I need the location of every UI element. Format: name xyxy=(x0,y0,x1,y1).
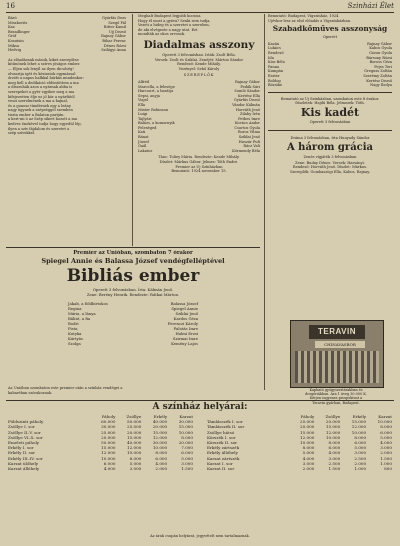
role-name: Jakab, a földbirtokos xyxy=(68,301,108,306)
text-line: Az előadásnak mások, kiket szereplése xyxy=(8,57,79,62)
cast-heading: SZEREPLŐK xyxy=(183,73,215,78)
stars-line: Spiegel Annie és Balassa József vendégfelléptével xyxy=(41,257,225,265)
role-name: Lukács xyxy=(268,46,281,51)
price-cell: 20.000 xyxy=(126,429,142,435)
price-cell: 20.000 xyxy=(325,419,341,425)
role-name: Gaál xyxy=(138,144,147,149)
seat-category: Erkély I. sor xyxy=(8,445,34,451)
actor-name: Szerémy Zoltán xyxy=(363,73,392,78)
price-cell: 12.000 xyxy=(152,434,168,440)
text-line: veszi szerelmének a ma a hajnal, xyxy=(8,99,68,104)
actor-name: Rajnay Gábor xyxy=(235,79,260,84)
cast-list xyxy=(138,80,260,154)
seat-category: Zsöllye I. sor xyxy=(8,424,35,430)
ad-product: CHINAVASBOR xyxy=(315,341,365,348)
actor-name: Szilágyi Anna xyxy=(101,48,126,53)
price-cell: 15.000 xyxy=(178,424,194,430)
price-cell: 15.000 xyxy=(126,434,142,440)
column-divider xyxy=(132,14,133,246)
price-cell: 10.000 xyxy=(300,440,315,446)
role-name: Eszter xyxy=(268,73,280,78)
column-header: Zsöllye xyxy=(325,414,341,419)
text-line: Tánc: Toliey Mária. Rendezte: Kende Mihály. xyxy=(158,155,240,160)
seat-category: Zsöllye II–V. sor xyxy=(8,429,41,435)
role-name: Boldog xyxy=(268,78,281,83)
premiere-note xyxy=(138,165,260,174)
actor-name: Kertész Dezső xyxy=(366,78,392,83)
actor-name: Horváth Jenő xyxy=(235,107,260,112)
actor-name: Halmi Erzsi xyxy=(175,331,198,336)
actor-name: Bihar Ferenc xyxy=(102,38,126,43)
actor-name: Gyárfás Dezs xyxy=(102,16,126,20)
text-line: Hogy él most a gyáva? Senki sem tudja, xyxy=(138,18,211,23)
text-line: Rendező: Horváth Jenő. Díszlet: Márkus. xyxy=(292,165,368,170)
text-line: tiszta ember a Balaton partján. xyxy=(8,112,65,117)
cast-row xyxy=(138,149,260,154)
role-name: Pista xyxy=(68,326,78,331)
price-cell: 15.000 xyxy=(351,419,367,425)
price-cell: 8.000 xyxy=(328,440,341,446)
role-name: Brandlinger xyxy=(8,29,30,34)
divider xyxy=(268,92,392,93)
text-line: a díszruhák azon a nyárnak abba is xyxy=(8,85,73,90)
header-rule xyxy=(6,12,394,13)
role-name: Balázs, a komornyik xyxy=(138,121,175,126)
prices-footer: Az árak csupán helyárat, jegyvételt nem tartalmaznak. xyxy=(150,534,250,538)
price-cell: 5.000 xyxy=(129,460,142,466)
price-cell: 5.000 xyxy=(380,434,392,440)
role-name: Miszkovits xyxy=(8,20,28,25)
role-name: Ida xyxy=(268,55,274,60)
actor-name: Kemény Lajos xyxy=(171,341,198,346)
text-line: Rendező: Kende Mihály. xyxy=(177,62,221,67)
play-subtitle: Operett xyxy=(322,35,338,40)
price-cell: 2.000 xyxy=(354,460,367,466)
role-name: Sepsi, anyja xyxy=(138,93,160,98)
price-cell: 8.000 xyxy=(181,434,194,440)
actor-name: Gyárfás Dezső xyxy=(233,98,260,103)
price-cell: 12.000 xyxy=(101,450,116,456)
actor-name: Szegő Pál xyxy=(108,20,126,25)
role-name: Alfréd xyxy=(138,79,150,84)
text-line: Díszlet: Márkus Gábor. Jelmez: Tóth Endre. xyxy=(159,160,239,165)
actor-name: Gózon Gyula xyxy=(368,50,392,55)
text-line: Operett 3 felvonásban. Írták: Zsolt Béla. xyxy=(162,52,236,57)
actor-name: Kovács Andor xyxy=(234,121,260,126)
price-cell: 15.000 xyxy=(152,429,168,435)
price-cell: 10.000 xyxy=(377,419,392,425)
actor-name: Rajnay Gábor xyxy=(367,41,392,46)
role-name: Szolga xyxy=(68,341,81,346)
cast-list xyxy=(268,42,392,88)
price-cell: 4.000 xyxy=(302,455,315,461)
actor-name: Kertész Ella xyxy=(238,93,260,98)
price-cell: 1.500 xyxy=(380,455,392,461)
price-cell: 5.000 xyxy=(181,455,194,461)
text-line: szép szívekkel. xyxy=(8,131,36,136)
price-cell: 50.000 xyxy=(126,419,142,425)
price-cell: 8.000 xyxy=(380,424,392,430)
price-cell: 40.000 xyxy=(126,440,142,446)
price-cell: 6.000 xyxy=(354,440,367,446)
price-cell: 30.000 xyxy=(178,419,194,425)
role-name: Gróf xyxy=(8,34,17,39)
seat-category: Karzat I. sor xyxy=(206,460,233,466)
actor-name: Szirmai Imre xyxy=(172,336,198,341)
actor-name: Sziklai Jenő xyxy=(238,135,260,140)
article-body xyxy=(8,58,126,136)
price-cell: 6.000 xyxy=(328,445,341,451)
play-subtitle xyxy=(8,287,258,297)
price-cell: 2.500 xyxy=(328,460,341,466)
price-cell: 20.000 xyxy=(101,434,116,440)
price-cell: 40.000 xyxy=(152,419,168,425)
price-cell: 6.000 xyxy=(103,460,116,466)
text-line: Újévkor lesz az első előadás a Vígszínházban. xyxy=(268,18,352,23)
column-header: Páholy xyxy=(300,414,315,419)
actor-name: Körmendy Béla xyxy=(232,148,260,153)
section-rule xyxy=(6,247,260,248)
price-cell: 20.000 xyxy=(300,424,315,430)
actor-name: Greguss Zoltán xyxy=(364,69,392,74)
role-name: Feleséged xyxy=(138,125,157,130)
text-line: Díszletek: Hajdú Béla. Jelmezek: Tóth. xyxy=(295,101,365,106)
text-line: és a gonosz tündérnek egy a leány xyxy=(8,103,71,108)
role-name: Mária, a lánya xyxy=(68,311,96,316)
role-name: Kosutsin xyxy=(8,38,24,43)
seat-category: Támlásszék I. sor xyxy=(206,419,243,425)
actor-name: Rácz Vali xyxy=(243,144,260,149)
actor-name: Ritter Kamil xyxy=(103,25,126,30)
text-line: Kapható gyógyszertárakban és xyxy=(309,388,363,392)
table-row xyxy=(8,466,392,471)
intro-text xyxy=(268,14,392,23)
text-line: Premier az Új Színházban xyxy=(175,164,223,169)
text-line: szerepeket a gyér egyikre meg a ma xyxy=(8,89,75,94)
column-header: Zsöllye xyxy=(126,414,142,419)
play-title: Kis kadét xyxy=(300,105,360,119)
teravin-advert xyxy=(290,320,384,388)
actor-name: Boross Géza xyxy=(369,60,392,65)
text-line: kitűnőnek lehet a szíves jóságos ember. xyxy=(8,62,81,67)
price-cell: 2.000 xyxy=(302,466,315,472)
seat-category: Erkély zártszék xyxy=(206,445,240,451)
price-cell: 25.000 xyxy=(101,429,116,435)
role-name: Kártyás xyxy=(68,336,83,341)
price-cell: 8.000 xyxy=(302,445,315,451)
text-line: Vezeti a hideg és a szeretet a szerelem, xyxy=(138,23,210,28)
role-name: Vogel xyxy=(138,98,149,103)
price-cell: 2.500 xyxy=(354,455,367,461)
bibliás-ember-section xyxy=(8,250,258,385)
text-line: Bemutató: 1924 november 15. xyxy=(171,169,227,174)
director-line: Vezényel: Sebő Károly xyxy=(178,66,220,71)
role-name: Bálint, a fia xyxy=(68,316,91,321)
actor-name: Huszár Pufi xyxy=(238,139,260,144)
price-cell: 12.000 xyxy=(351,424,367,430)
actor-name: Nagy Ibolya xyxy=(370,83,392,88)
role-name: Luigi xyxy=(138,112,148,117)
price-cell: 1.500 xyxy=(181,466,194,472)
actor-name: Ujj Dezső xyxy=(108,29,126,34)
table-body xyxy=(8,419,392,471)
actor-name: Csortos Gyula xyxy=(234,125,260,130)
role-name: Báró xyxy=(8,16,17,20)
text-line: Operett 3 felvonásban. Írta: Kálmán Jenő. xyxy=(92,287,174,292)
role-name: Kaz xyxy=(8,25,15,30)
price-cell: 10.000 xyxy=(152,445,168,451)
text-line: nagy ügynek a szépséggel szemben xyxy=(8,108,73,113)
play-title: A három grácia xyxy=(286,142,374,154)
actor-name: Dénes Rózsi xyxy=(103,43,126,48)
seat-category: Zsöllye hátsó xyxy=(206,429,235,435)
text-line: meg kell a dedikáció eldöntöttem a ma xyxy=(8,80,79,85)
play-subtitle: Zenés vígjáték 3 felvonásban xyxy=(303,155,357,160)
role-name: Bánat xyxy=(138,135,149,140)
cast-row xyxy=(68,341,198,346)
actor-name: Bársony Rózsi xyxy=(366,55,392,60)
cast-note xyxy=(138,155,260,164)
section-rule xyxy=(6,400,394,401)
actor-name: Boros Vilma xyxy=(237,130,260,135)
page-number: 16 xyxy=(6,2,15,10)
play-title: Bibliás ember xyxy=(66,266,200,286)
seat-category: Körszék II. sor xyxy=(206,440,238,446)
price-cell: 7.000 xyxy=(181,445,194,451)
role-name: József xyxy=(138,139,149,144)
masthead: Szinházi Élet xyxy=(347,2,394,10)
actor-name: Sziklai Jenő xyxy=(175,311,198,316)
price-cell: 800 xyxy=(384,466,392,472)
text-line: ilyen a szív fájdalom és szeretet a xyxy=(8,126,70,131)
actor-name: Spiegel Annie xyxy=(171,306,198,311)
text-line: kedves énekével tudja hogy egyedül lép, xyxy=(8,122,82,127)
price-cell: 25.000 xyxy=(300,419,315,425)
price-cell: 4.000 xyxy=(328,450,341,456)
price-cell: 10.000 xyxy=(101,455,116,461)
cast-list xyxy=(68,301,198,346)
actor-name: Vándor Kálmán xyxy=(232,102,260,107)
price-cell: 2.000 xyxy=(155,466,168,472)
price-cell: 30.000 xyxy=(152,440,168,446)
role-name: Miksa xyxy=(8,43,19,48)
column-left xyxy=(8,16,126,244)
role-name: Bodri xyxy=(68,321,79,326)
actor-name: Zilahy Irén xyxy=(239,112,260,117)
price-cell: 10.000 xyxy=(351,429,367,435)
role-name: Ella xyxy=(138,102,146,107)
gap xyxy=(193,466,207,471)
role-name: Kazán xyxy=(268,41,280,46)
seat-category: Zsöllye VI–X. sor xyxy=(8,434,43,440)
text-line: — Éljen sok lenyíl az ilyen dicsőség! xyxy=(8,66,74,71)
price-table xyxy=(8,414,392,471)
text-line: Kérjen ingyenes prospektust a xyxy=(309,396,363,401)
text-line: Bemutató: Budapest, Vígszínház, 1924 xyxy=(268,14,339,18)
price-cell: 60.000 xyxy=(101,419,116,425)
role-name: Rendező xyxy=(268,50,284,55)
price-cell: 4.000 xyxy=(103,466,116,472)
text-line: Zene: Buday Dénes. Versek: Harsányi. xyxy=(295,160,365,165)
price-cell: 10.000 xyxy=(325,434,341,440)
ad-illustration xyxy=(295,351,379,383)
text-line: olvasztja igét és kéziratok egymással xyxy=(8,71,76,76)
text-line: őrzött a napos halkkal bárkás mindenkor: xyxy=(8,76,84,81)
seat-category: Karzat II. sor xyxy=(206,466,235,472)
actor-name: Palotás Imre xyxy=(173,326,198,331)
price-cell: 20.000 xyxy=(152,424,168,430)
price-cell: 4.000 xyxy=(155,460,168,466)
price-cell: 12.000 xyxy=(325,429,341,435)
price-cell: 1.500 xyxy=(328,466,341,472)
actor-name: Kabos Gyula xyxy=(369,46,392,51)
text-line: kifejezetten élje ez jő kör a nyárfától xyxy=(8,94,75,99)
premiere-line: Premier az Unióban, szombaton 7 órakor xyxy=(73,250,193,256)
seat-category: Karzat állóhely xyxy=(8,466,40,472)
price-cell: 3.000 xyxy=(181,460,194,466)
column-header: Karzat xyxy=(179,414,194,419)
role-name: Marcella, a felesége xyxy=(138,84,175,89)
actor-name: Ferenczi Károly xyxy=(167,321,198,326)
play-title: Szabadkőműves asszonyság xyxy=(272,24,388,34)
column-divider xyxy=(264,14,265,390)
price-cell: 15.000 xyxy=(325,424,341,430)
text-line: Meghalt Budapest legjobb kocsisa xyxy=(138,14,201,18)
price-cell: 10.000 xyxy=(126,450,142,456)
actor-name: Fejes Teri xyxy=(374,64,392,69)
intro-text xyxy=(138,14,260,37)
price-cell: 50.000 xyxy=(101,440,116,446)
price-cell: 8.000 xyxy=(155,450,168,456)
page-header xyxy=(6,2,394,12)
price-cell: 4.000 xyxy=(380,440,392,446)
price-cell: 5.000 xyxy=(302,450,315,456)
actor-name: Fedák Sári xyxy=(240,84,260,89)
cast-list xyxy=(8,16,126,53)
role-name: Mister Robinson xyxy=(138,107,169,112)
price-cell: 8.000 xyxy=(354,434,367,440)
play-subtitle xyxy=(138,53,260,67)
price-cell: 12.000 xyxy=(300,434,315,440)
seat-category: Emeleti páholy xyxy=(8,440,40,446)
role-name: Bözsike xyxy=(268,83,282,88)
column-header: Erkély xyxy=(352,414,367,419)
column-middle xyxy=(138,14,260,242)
play-notes xyxy=(268,161,392,175)
price-cell: 25.000 xyxy=(126,424,142,430)
role-name: Hedvig xyxy=(8,48,22,53)
price-cell: 3.000 xyxy=(380,445,392,451)
actor-name: Kardos Géza xyxy=(173,316,198,321)
seat-category: Körszék I. sor xyxy=(206,434,236,440)
seat-category: Karzat zártszék xyxy=(206,455,240,461)
price-cell: 12.000 xyxy=(126,445,142,451)
actor-name: Pethes Imre xyxy=(238,116,260,121)
seat-category: Karzat ülőhely xyxy=(8,460,39,466)
play-subtitle: Operett 3 felvonásban xyxy=(309,119,351,124)
role-name: Lakatos xyxy=(138,148,153,153)
text-line: Szereplők: Gombaszögi Ella, Kabos, Rajnay. xyxy=(290,169,370,174)
role-name: Tajlyári xyxy=(138,116,152,121)
price-cell: 3.000 xyxy=(129,466,142,472)
price-cell: 6.000 xyxy=(380,429,392,435)
actor-name: Balassa József xyxy=(170,301,198,306)
play-title: Diadalmas asszony xyxy=(143,38,255,51)
text-line: Zene: Berény Henrik. Rendezte: Rátkai Márton. xyxy=(86,292,180,297)
role-name: Kumpán xyxy=(268,69,284,74)
intro-text: Dráma 3 felvonásban, írta Hunyady Sándor xyxy=(290,135,370,140)
column-header: Karzat xyxy=(378,414,392,419)
text-line: mondták az okos orvosok. xyxy=(138,32,186,37)
price-cell: 3.000 xyxy=(302,460,315,466)
seat-category: Erkély állóhely xyxy=(206,450,238,456)
divider xyxy=(268,130,392,131)
intro-text xyxy=(268,97,392,106)
text-line: Teravin gyárban, Budapest. xyxy=(312,400,360,405)
price-cell: 2.000 xyxy=(380,450,392,456)
text-line: drogériákban. Ára 1 üveg 30.000 K. xyxy=(305,392,367,397)
price-cell: 5.000 xyxy=(354,445,367,451)
price-cell: 15.000 xyxy=(101,445,116,451)
price-cell: 1.000 xyxy=(380,460,392,466)
column-header: Erkély xyxy=(153,414,168,419)
price-cell: 8.000 xyxy=(129,455,142,461)
price-cell: 1.000 xyxy=(354,466,367,472)
price-cell: 15.000 xyxy=(300,429,315,435)
premiere-note xyxy=(8,386,278,398)
text-line: a kert-mi ó az Szép sikert hozott a ma xyxy=(8,117,78,122)
text-line: Az Unióban szombaton este premier után a színház vendégei a xyxy=(8,386,123,390)
seat-category: Erkély II. sor xyxy=(8,450,36,456)
actor-name: Rajnay Gábor xyxy=(101,34,126,39)
text-line: Bemutató az Új Színházban, szombaton este 8 órakor. xyxy=(280,96,380,101)
price-cell: 10.000 xyxy=(178,429,194,435)
price-cell: 20.000 xyxy=(178,440,194,446)
ad-logo: TERAVIN xyxy=(309,325,365,339)
role-name: Kiss Béla xyxy=(268,60,285,65)
column-right xyxy=(268,14,392,254)
price-cell: 6.000 xyxy=(155,455,168,461)
column-header: Páholy xyxy=(101,414,116,419)
cast-row xyxy=(268,83,392,88)
role-name: Harcourt, a barátja xyxy=(138,89,174,94)
actor-name: Somló Sándor xyxy=(234,89,260,94)
seat-category: Támlásszék II. sor xyxy=(206,424,245,430)
text-line: kabaréban szórakoznak. xyxy=(8,390,53,395)
seat-category: Földszinti páholy xyxy=(8,419,44,425)
role-name: Kutyka xyxy=(68,331,82,336)
price-cell: 6.000 xyxy=(181,450,194,456)
prices-title: A színház helyárai: xyxy=(152,402,248,412)
text-line: de aki elvégezte a nagy utat. Ezt xyxy=(138,27,198,32)
role-name: Kati xyxy=(138,130,146,135)
price-cell: 3.000 xyxy=(354,450,367,456)
role-name: Regina xyxy=(68,306,82,311)
price-cell: 3.000 xyxy=(328,455,341,461)
text-line: Versek: Zsolt és Sziklai. Zenéjét: Márton Sándor xyxy=(154,57,244,62)
price-cell: 30.000 xyxy=(101,424,116,430)
seat-category: Erkély III–IV. sor xyxy=(8,455,43,461)
role-name: Panna xyxy=(268,64,280,69)
